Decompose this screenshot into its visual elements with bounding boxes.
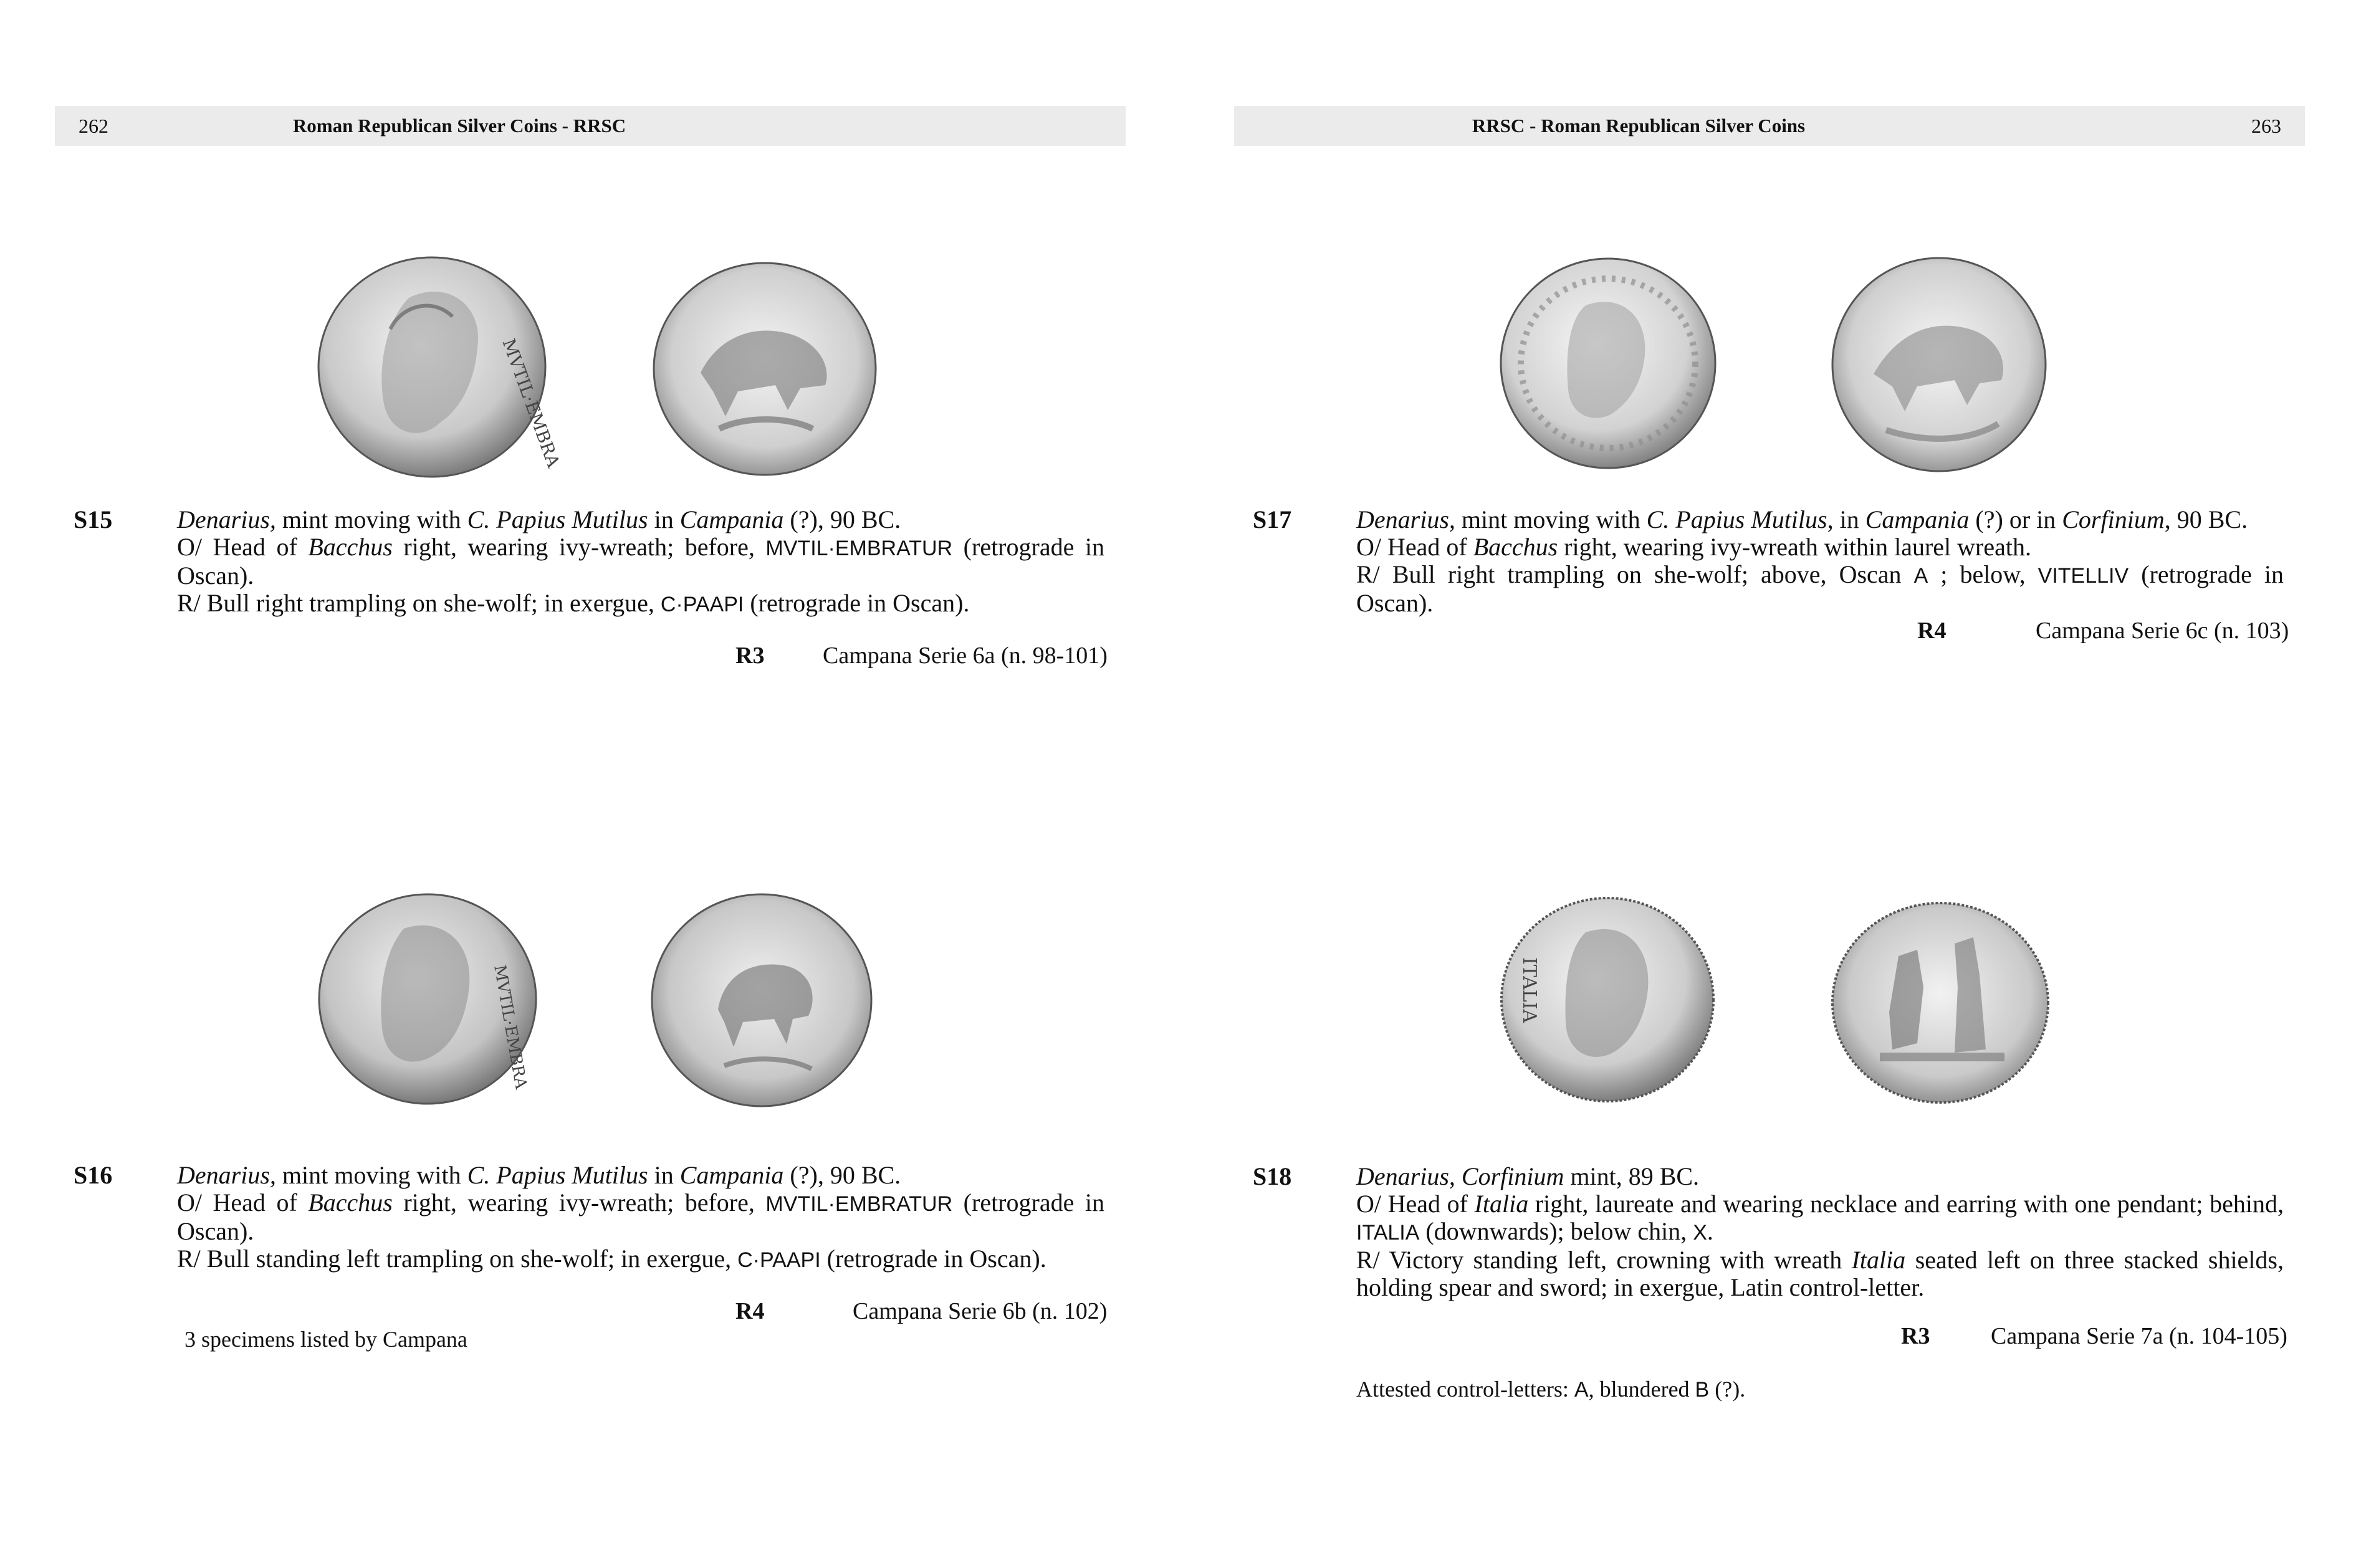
reverse-description	[1356, 561, 2284, 617]
s16-reverse-coin-image	[649, 891, 874, 1109]
text-fragment: right, wearing ivy-wreath; before,	[392, 533, 766, 561]
control-letter: B	[1695, 1378, 1710, 1402]
text-fragment: (retrograde in Oscan).	[1356, 560, 2284, 617]
right-page	[1178, 0, 2356, 1568]
rarity-grade: R3	[735, 643, 765, 669]
entry-description	[177, 506, 1104, 618]
text-fragment: R/ Victory standing left, crowning with wreath	[1356, 1246, 1852, 1274]
entry-number: S17	[1253, 505, 1292, 533]
coin-legend: ITALIA	[1356, 1221, 1420, 1245]
text-fragment: ; below,	[1928, 560, 2038, 588]
right-page-number: 263	[2251, 115, 2281, 137]
deity-name: Bacchus	[308, 1188, 393, 1217]
text-fragment: , blundered	[1588, 1377, 1695, 1402]
s15-obverse-coin-image	[315, 254, 564, 480]
entry-description	[1356, 506, 2284, 617]
obverse-description	[177, 533, 1104, 590]
text-fragment: .	[1707, 1217, 1713, 1245]
entry-description	[177, 1162, 1104, 1274]
right-page-header	[1234, 106, 2305, 146]
text-fragment: R/ Bull right trampling on she-wolf; above, Oscan	[1356, 560, 1914, 588]
coin-legend: MVTIL·EMBRATUR	[765, 1192, 953, 1216]
s15-reverse-coin-image	[651, 261, 879, 477]
deity-name: Bacchus	[1473, 533, 1558, 561]
text-fragment: mint, 89 BC.	[1564, 1162, 1700, 1190]
coin-legend: MVTIL·EMBRATUR	[765, 537, 953, 560]
text-fragment: O/ Head of	[1356, 533, 1473, 561]
entry-number: S18	[1253, 1162, 1292, 1190]
text-fragment: in	[648, 1161, 680, 1189]
text-fragment: mint moving with	[275, 1161, 467, 1189]
text-fragment: O/ Head of	[1356, 1190, 1475, 1218]
deity-name: Bacchus	[308, 533, 393, 561]
coin-legend: VITELLIV	[2038, 564, 2129, 588]
control-letter: A	[1574, 1378, 1589, 1402]
text-fragment: O/ Head of	[177, 1188, 309, 1217]
s17-reverse-coin-image	[1830, 256, 2048, 474]
coin-legend: C·PAAPI	[660, 593, 744, 616]
text-fragment: (retrograde in Oscan).	[177, 1188, 1104, 1245]
entry-title-line	[177, 506, 1104, 533]
text-fragment: mint moving with	[275, 505, 467, 533]
s17-obverse-coin-image	[1498, 256, 1718, 471]
text-fragment: right, wearing ivy-wreath within laurel wreath.	[1558, 533, 2031, 561]
obverse-description	[177, 1189, 1104, 1245]
text-fragment: (?), 90 BC.	[783, 1161, 901, 1189]
svg-text:MVTIL·EMBRA: MVTIL·EMBRA	[498, 336, 564, 471]
left-header-title: Roman Republican Silver Coins - RRSC	[292, 115, 626, 136]
place-name: Campania	[679, 505, 784, 533]
text-fragment: R/ Bull standing left trampling on she-wolf; in exergue,	[177, 1245, 738, 1273]
text-fragment: right, laureate and wearing necklace and earring with one pendant; behind,	[1528, 1190, 2284, 1218]
place-name: Campania	[679, 1161, 784, 1189]
text-fragment: in	[648, 505, 680, 533]
moneyer-name: C. Papius Mutilus	[1646, 505, 1827, 533]
catalogue-reference: Campana Serie 6c (n. 103)	[2036, 618, 2289, 644]
text-fragment: (retrograde in Oscan).	[820, 1245, 1046, 1273]
left-page-header	[55, 106, 1126, 146]
text-fragment: (downwards); below chin,	[1419, 1217, 1693, 1245]
text-fragment: (?) or in	[1969, 505, 2062, 533]
text-fragment: seated left on three stacked shields, holding spear and sword; in exergue, Latin control-letter.	[1356, 1246, 2284, 1301]
svg-text:ITALIA: ITALIA	[1518, 957, 1540, 1023]
text-fragment: , 90 BC.	[2164, 505, 2248, 533]
reverse-description	[1356, 1246, 2284, 1301]
moneyer-name: C. Papius Mutilus	[467, 505, 648, 533]
text-fragment: R/ Bull right trampling on she-wolf; in exergue,	[177, 589, 661, 617]
entry-number: S15	[74, 505, 113, 533]
rarity-grade: R3	[1901, 1323, 1930, 1349]
catalogue-reference: Campana Serie 7a (n. 104-105)	[1991, 1323, 2287, 1349]
rarity-grade: R4	[1917, 618, 1947, 644]
catalogue-reference: Campana Serie 6a (n. 98-101)	[823, 643, 1108, 669]
text-fragment: , in	[1827, 505, 1865, 533]
coin-legend: X	[1693, 1221, 1707, 1245]
coin-legend: C·PAAPI	[737, 1248, 821, 1272]
entry-title-line	[177, 1162, 1104, 1189]
entry-number: S16	[74, 1161, 113, 1189]
coin-legend: A	[1913, 564, 1928, 588]
obverse-description	[1356, 1190, 2284, 1246]
entry-title-line	[1356, 506, 2284, 533]
text-fragment: (?).	[1709, 1377, 1746, 1402]
catalogue-reference: Campana Serie 6b (n. 102)	[853, 1298, 1108, 1324]
s16-obverse-coin-image	[317, 891, 539, 1107]
text-fragment: Attested control-letters:	[1356, 1377, 1574, 1402]
s18-reverse-coin-image	[1830, 900, 2051, 1106]
text-fragment: (retrograde in Oscan).	[744, 589, 970, 617]
rarity-grade: R4	[735, 1298, 765, 1324]
deity-name: Italia	[1474, 1190, 1529, 1218]
text-fragment: mint moving with	[1455, 505, 1647, 533]
s18-obverse-coin-image	[1498, 895, 1717, 1104]
reverse-description	[177, 590, 1104, 618]
denomination: Denarius,	[1356, 505, 1455, 533]
s16-note: 3 specimens listed by Campana	[184, 1327, 467, 1352]
svg-text:MVTIL·EMBRA: MVTIL·EMBRA	[490, 963, 530, 1091]
text-fragment: O/ Head of	[177, 533, 309, 561]
obverse-description	[1356, 533, 2284, 561]
text-fragment: (retrograde in Oscan).	[177, 533, 1104, 590]
s18-note	[1356, 1376, 1745, 1402]
denomination: Denarius,	[177, 505, 276, 533]
entry-description	[1356, 1163, 2284, 1301]
moneyer-name: C. Papius Mutilus	[467, 1161, 648, 1189]
right-header-title: RRSC - Roman Republican Silver Coins	[1472, 115, 1806, 136]
denomination: Denarius, Corfinium	[1356, 1162, 1564, 1190]
place-name: Campania	[1865, 505, 1970, 533]
text-fragment: (?), 90 BC.	[783, 505, 901, 533]
text-fragment: right, wearing ivy-wreath; before,	[392, 1188, 766, 1217]
entry-title-line	[1356, 1163, 2284, 1190]
denomination: Denarius,	[177, 1161, 276, 1189]
reverse-description	[177, 1245, 1104, 1274]
place-name: Corfinium	[2062, 505, 2165, 533]
left-page-number: 262	[79, 115, 108, 137]
deity-name: Italia	[1851, 1246, 1906, 1274]
